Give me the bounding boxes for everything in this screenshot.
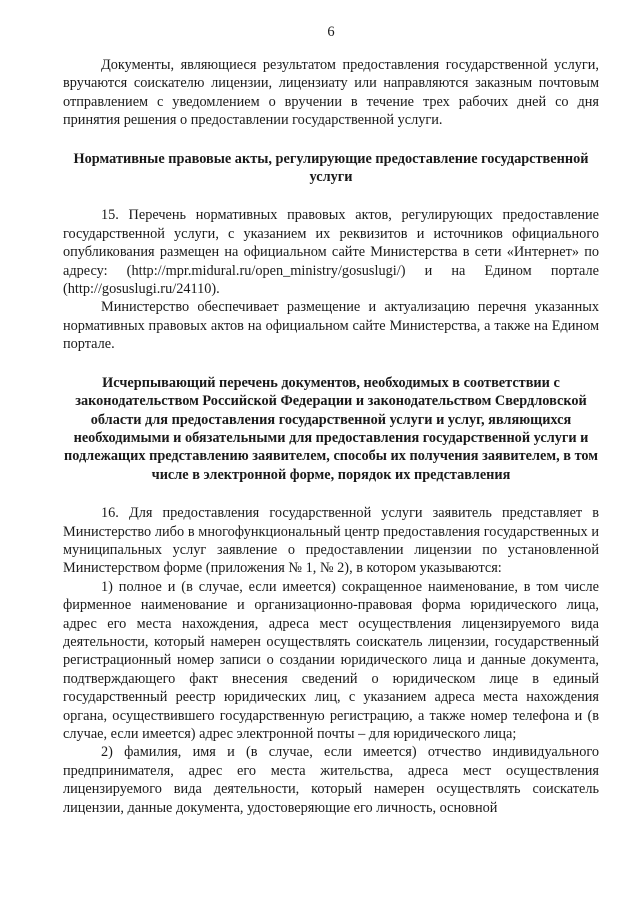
section-heading-legal-acts: Нормативные правовые акты, регулирующие предоставление государственной услуги xyxy=(73,150,589,186)
paragraph-ministry-publishing: Министерство обеспечивает размещение и актуализацию перечня указанных нормативных правовых актов на официальном сайте Министерства, а также на Едином портале. xyxy=(63,299,599,353)
paragraph-16: 16. Для предоставления государственной услуги заявитель представляет в Министерство либо в многофункциональный центр предоставления государственных и муниципальных услуг заявление о предоставлении лицензии по установленной Министерством форме (приложения № 1, № 2), в котором указываются: xyxy=(63,505,599,577)
paragraph-16-item-2: 2) фамилия, имя и (в случае, если имеется) отчество индивидуального предпринимателя, адрес его места жительства, адреса мест осуществления лицензируемого вида деятельности, который намерен осуществлять соискатель лицензии, данные документа, удостоверяющие его личность, основной xyxy=(63,744,599,816)
page-number: 6 xyxy=(327,24,335,40)
section-heading-documents-list: Исчерпывающий перечень документов, необходимых в соответствии с законодательством Российской Федерации и законодательством Свердловской области для предоставления государственной услуги и услуг, являющихся необходимыми и обязательными для предоставления государственной услуги и подлежащих представлению заявителем, способы их получения заявителем, в том числе в электронной форме, порядок их представления xyxy=(63,374,599,483)
paragraph-results-delivery: Документы, являющиеся результатом предоставления государственной услуги, вручаются соискателю лицензии, лицензиату или направляются заказным почтовым отправлением с уведомлением о вручении в течение трех рабочих дней со дня принятия решения о предоставлении государственной услуги. xyxy=(63,57,599,129)
paragraph-16-item-1: 1) полное и (в случае, если имеется) сокращенное наименование, в том числе фирменное наименование и организационно-правовая форма юридического лица, адрес его места нахождения, адреса мест осуществления лицензируемого вида деятельности, который намерен осуществлять соискатель лицензии, государственный регистрационный номер записи о создании юридического лица и данные документа, подтверждающего факт внесения сведений о юридическом лице в единый государственный реестр юридических лиц, с указанием адреса места нахождения органа, осуществившего государственную регистрацию, а также номер телефона и (в случае, если имеется) адрес электронной почты – для юридического лица; xyxy=(63,578,599,742)
paragraph-15: 15. Перечень нормативных правовых актов, регулирующих предоставление государственной услуги, с указанием их реквизитов и источников официального опубликования размещен на официальном сайте Министерства в сети «Интернет» по адресу: (http://mpr.midural.ru/open_ministry/gosuslugi/) и на Едином портале (http://gosuslugi.ru/24110). xyxy=(63,207,599,298)
document-page xyxy=(63,22,599,817)
